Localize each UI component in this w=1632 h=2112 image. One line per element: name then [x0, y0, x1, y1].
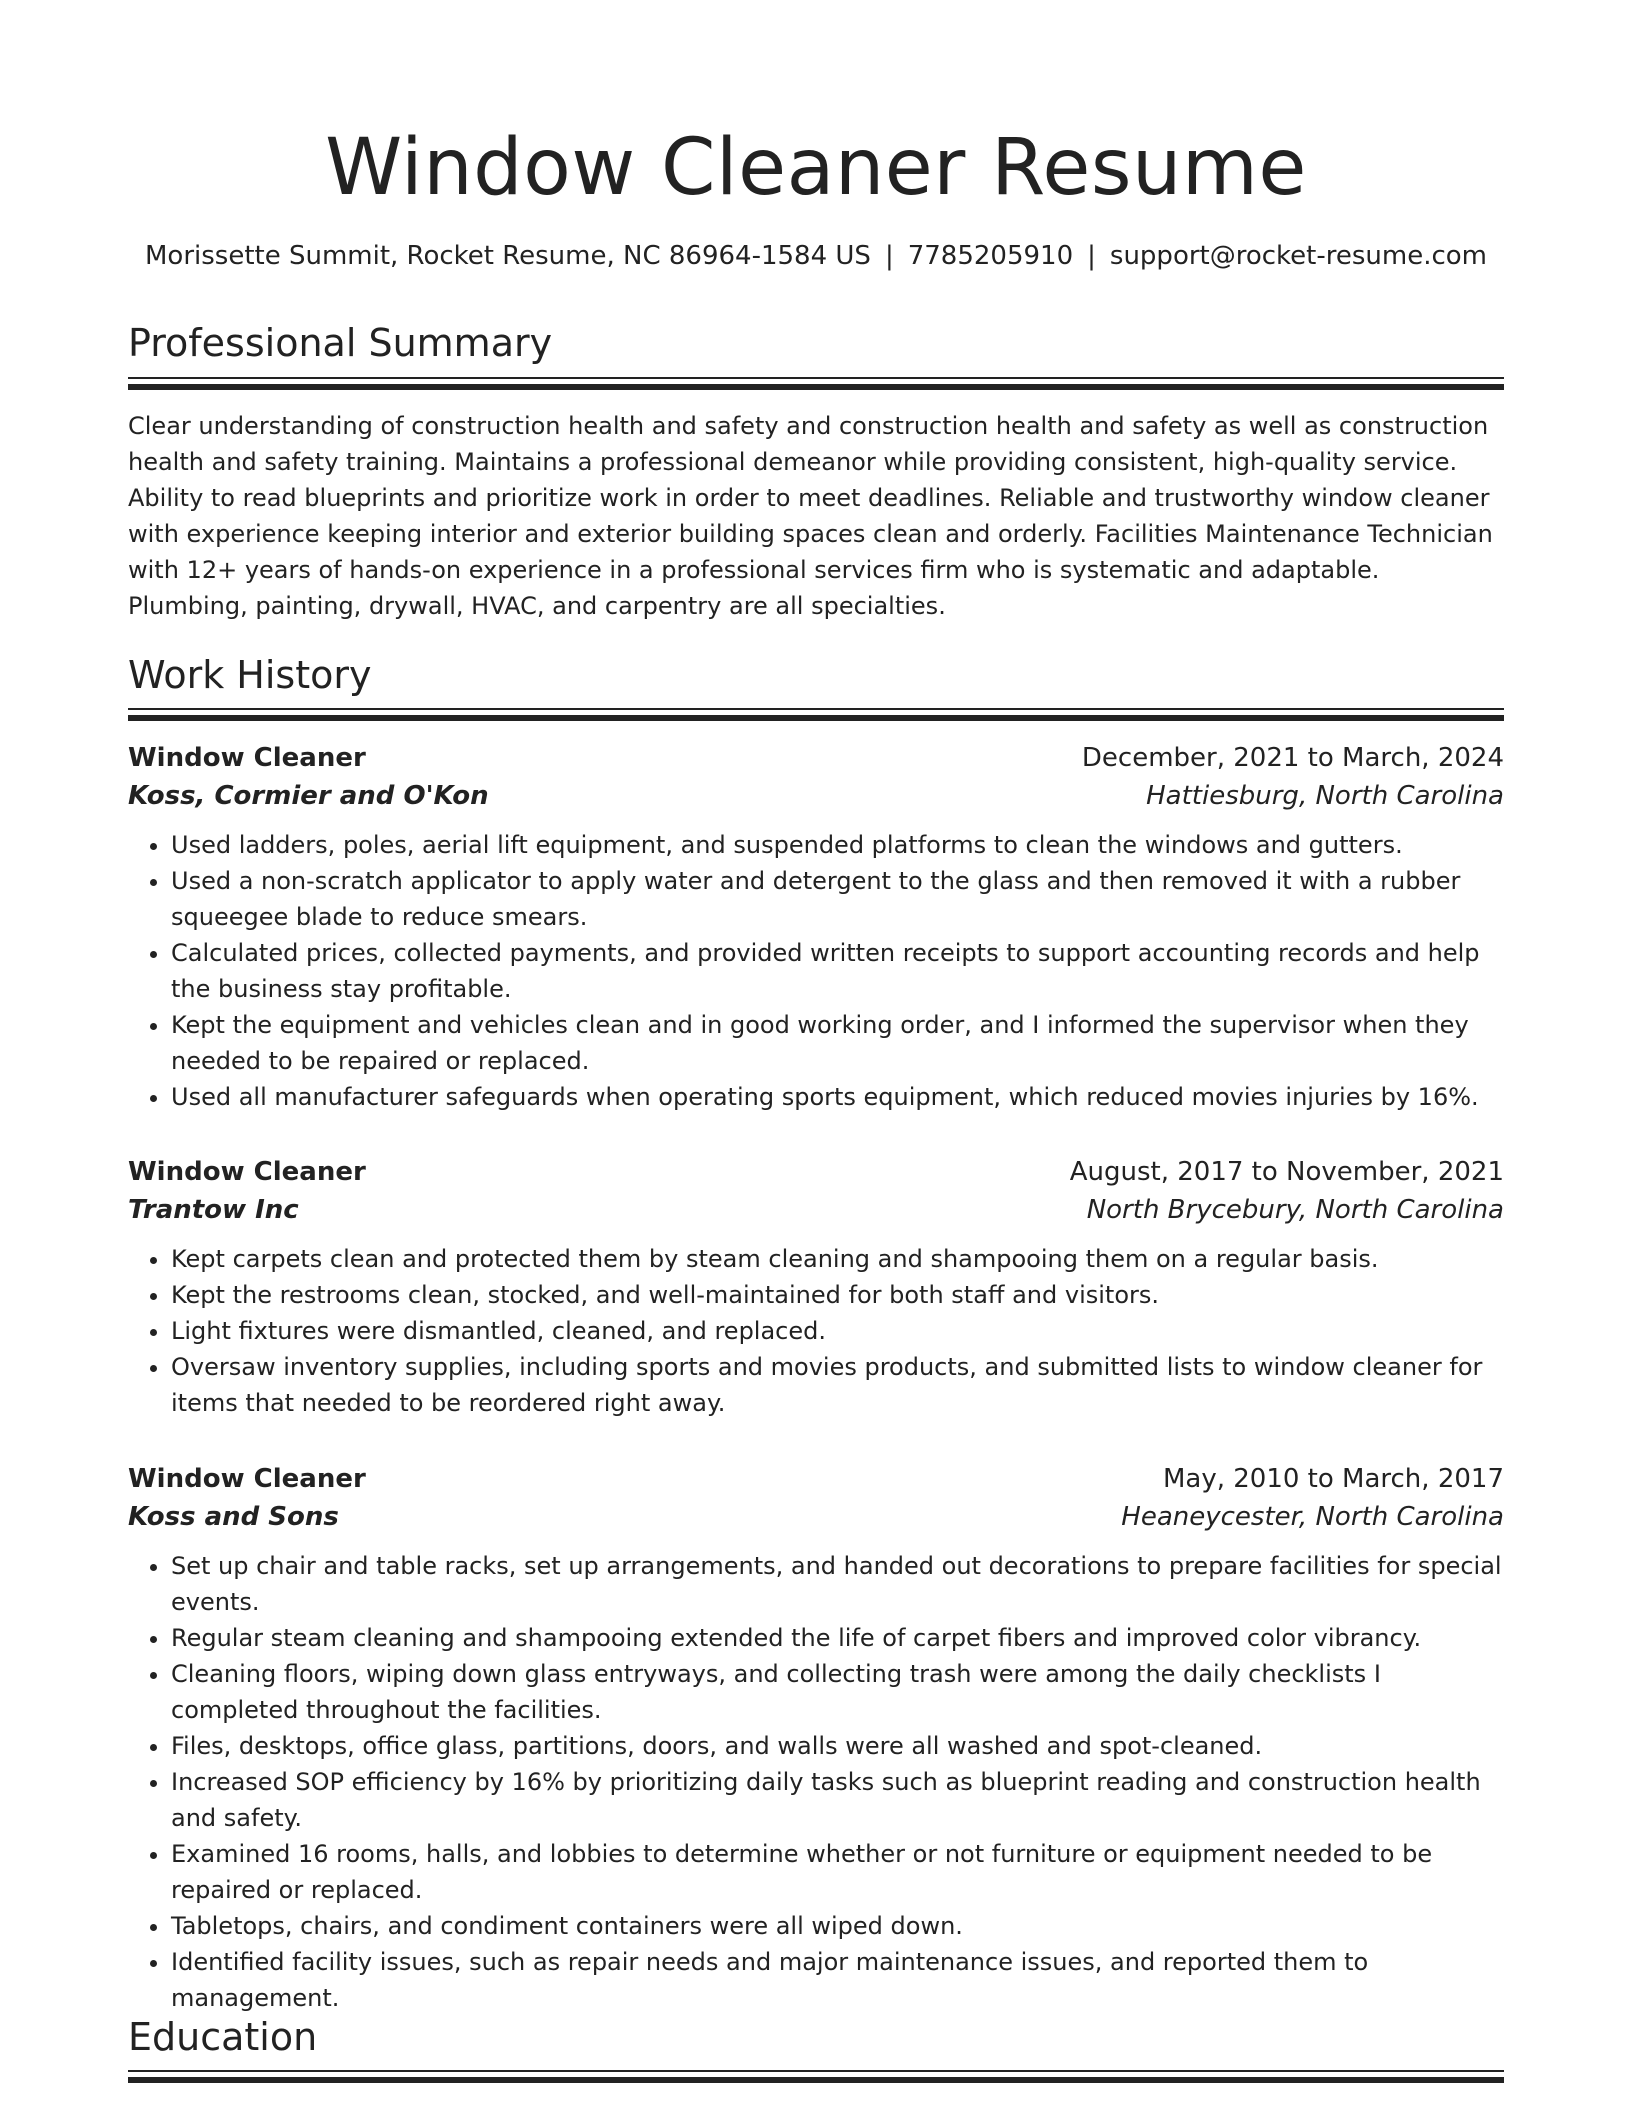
job-bullets [128, 1548, 1504, 2016]
contact-line [128, 238, 1504, 274]
contact-email: support@rocket-resume.com [1109, 241, 1488, 271]
job-bullet: • Tabletops, chairs, and condiment containers were all wiped down. [171, 1908, 1504, 1944]
job-header-row [128, 739, 1504, 777]
job-bullet: • Kept the equipment and vehicles clean and in good working order, and I informed the supervisor when they needed to be repaired or replaced. [171, 1007, 1504, 1079]
job-bullet: • Used a non-scratch applicator to apply water and detergent to the glass and then removed it with a rubber squeegee blade to reduce smears. [171, 863, 1504, 935]
document-title: Window Cleaner Resume [325, 123, 1307, 213]
job-header-row [128, 1153, 1504, 1191]
work-history-divider [128, 708, 1504, 722]
job-bullet: • Light fixtures were dismantled, cleaned, and replaced. [171, 1313, 1504, 1349]
job-company-row [128, 1191, 1504, 1229]
job-bullet: • Set up chair and table racks, set up arrangements, and handed out decorations to prepare facilities for special events. [171, 1548, 1504, 1620]
job-entry [128, 739, 1504, 1115]
job-location: Heaneycester, North Carolina [1121, 1502, 1504, 1532]
job-entry [128, 1460, 1504, 2016]
job-location: North Brycebury, North Carolina [1086, 1195, 1504, 1225]
job-company-row [128, 777, 1504, 815]
contact-address: Morissette Summit, Rocket Resume, NC 86964-1584 US [144, 241, 871, 271]
job-bullet: • Oversaw inventory supplies, including sports and movies products, and submitted lists to window cleaner for items that needed to be reordered right away. [171, 1349, 1504, 1421]
education-divider [128, 2070, 1504, 2084]
job-bullet: • Cleaning floors, wiping down glass entryways, and collecting trash were among the daily checklists I completed throughout the facilities. [171, 1656, 1504, 1728]
job-bullet: • Identified facility issues, such as repair needs and major maintenance issues, and reported them to management. [171, 1944, 1504, 2016]
job-header-row [128, 1460, 1504, 1498]
job-bullet: • Increased SOP efficiency by 16% by prioritizing daily tasks such as blueprint reading and construction health and safety. [171, 1764, 1504, 1836]
job-dates: May, 2010 to March, 2017 [1162, 1464, 1504, 1494]
job-bullets [128, 827, 1504, 1115]
job-bullet: • Kept the restrooms clean, stocked, and well-maintained for both staff and visitors. [171, 1277, 1504, 1313]
job-bullet: • Used ladders, poles, aerial lift equipment, and suspended platforms to clean the windows and gutters. [171, 827, 1504, 863]
job-company: Koss and Sons [128, 1502, 339, 1532]
job-bullet: • Kept carpets clean and protected them by steam cleaning and shampooing them on a regular basis. [171, 1241, 1504, 1277]
job-bullet: • Used all manufacturer safeguards when operating sports equipment, which reduced movies injuries by 16%. [171, 1079, 1504, 1115]
job-title: Window Cleaner [128, 743, 366, 773]
job-bullet: • Regular steam cleaning and shampooing extended the life of carpet fibers and improved color vibrancy. [171, 1620, 1504, 1656]
job-location: Hattiesburg, North Carolina [1146, 781, 1504, 811]
contact-separator: | [1087, 241, 1096, 271]
job-bullet: • Calculated prices, collected payments, and provided written receipts to support accounting records and help the business stay profitable. [171, 935, 1504, 1007]
job-company: Koss, Cormier and O'Kon [128, 781, 489, 811]
job-title: Window Cleaner [128, 1157, 366, 1187]
work-history-heading: Work History [128, 653, 372, 697]
job-company-row [128, 1498, 1504, 1536]
contact-phone: 7785205910 [907, 241, 1074, 271]
job-title: Window Cleaner [128, 1464, 366, 1494]
summary-heading: Professional Summary [128, 321, 553, 365]
job-bullet: • Examined 16 rooms, halls, and lobbies to determine whether or not furniture or equipment needed to be repaired or replaced. [171, 1836, 1504, 1908]
job-dates: December, 2021 to March, 2024 [1081, 743, 1504, 773]
job-bullets [128, 1241, 1504, 1421]
summary-divider [128, 377, 1504, 391]
job-bullet: • Files, desktops, office glass, partitions, doors, and walls were all washed and spot-cleaned. [171, 1728, 1504, 1764]
job-company: Trantow Inc [128, 1195, 299, 1225]
contact-separator: | [884, 241, 894, 271]
job-dates: August, 2017 to November, 2021 [1069, 1157, 1504, 1187]
education-heading: Education [128, 2015, 318, 2059]
job-entry [128, 1153, 1504, 1421]
summary-text: Clear understanding of construction health and safety and construction health and safety as well as construction health and safety training. Maintains a professional demeanor while providing consistent, high-quality service. Ability to read blueprints and prioritize work in order to meet deadlines. Reliable and trustworthy window cleaner with experience keeping interior and exterior building spaces clean and orderly. Facilities Maintenance Technician with 12+ years of hands-on experience in a professional services firm who is systematic and adaptable. Plumbing, painting, drywall, HVAC, and carpentry are all specialties. [128, 412, 1493, 620]
